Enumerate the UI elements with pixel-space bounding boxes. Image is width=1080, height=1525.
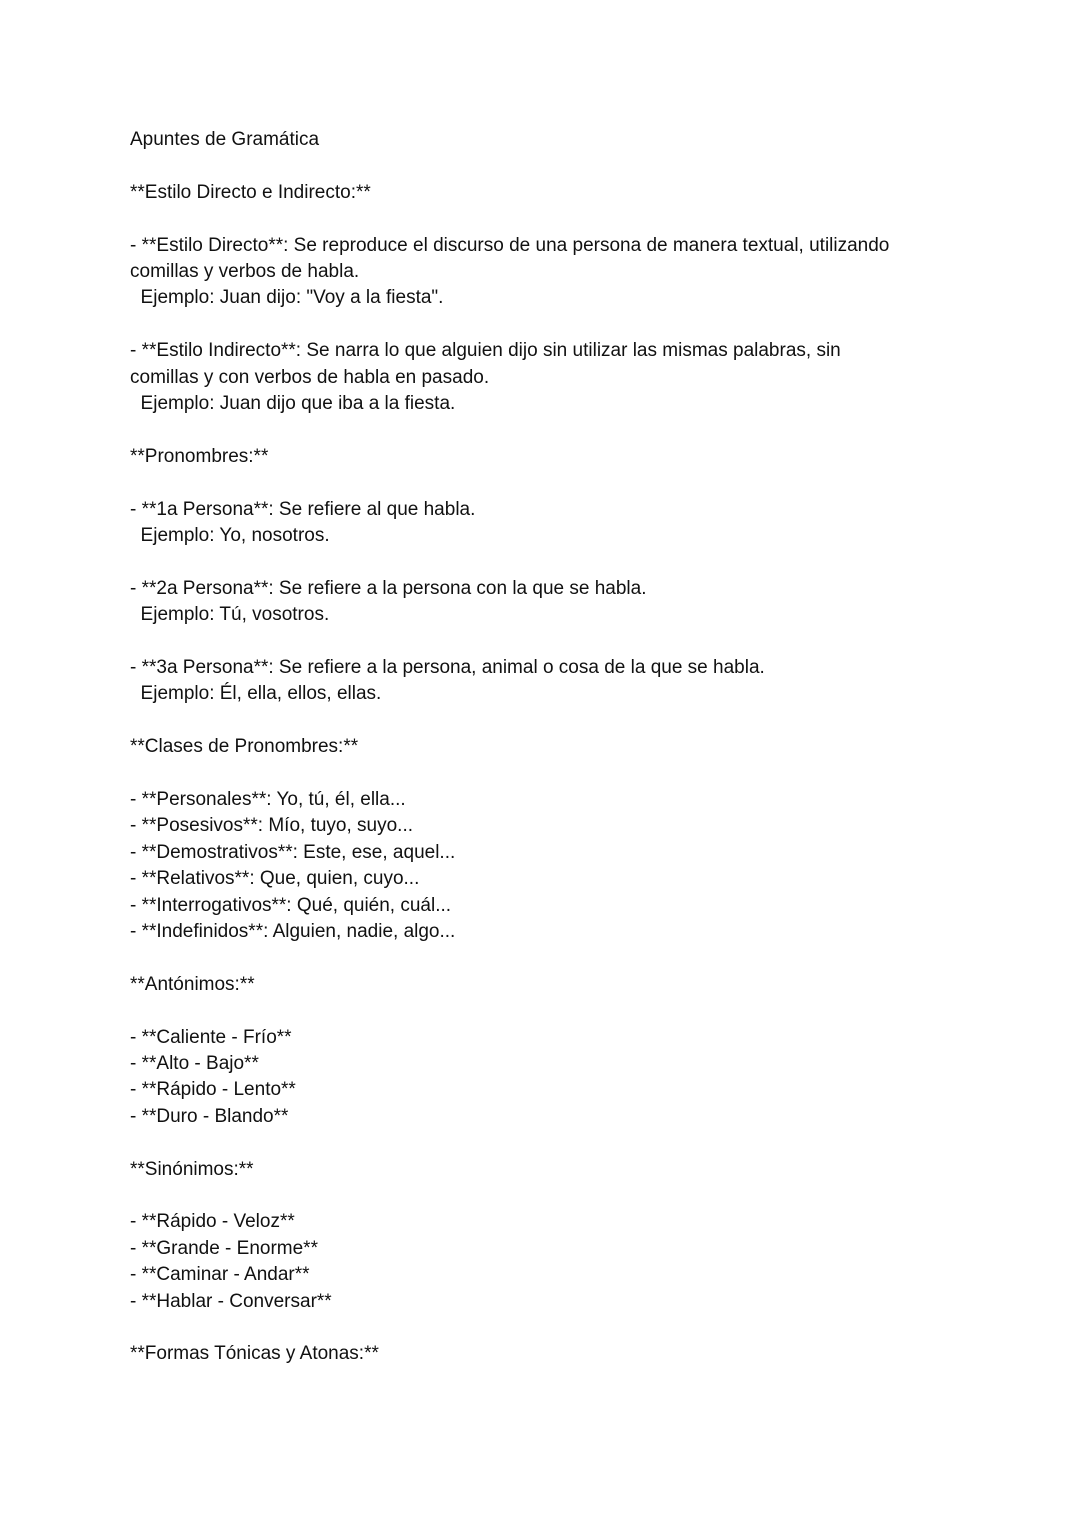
- text-line: - **3a Persona**: Se refiere a la persona, animal o cosa de la que se habla.: [130, 657, 765, 679]
- blank-line: [130, 1315, 950, 1341]
- blank-line: [130, 470, 950, 496]
- text-line: **Pronombres:**: [130, 445, 269, 467]
- blank-line: [130, 1130, 950, 1156]
- document-page: [130, 127, 950, 1368]
- text-line: Ejemplo: Juan dijo que iba a la fiesta.: [130, 393, 456, 415]
- text-line: **Estilo Directo e Indirecto:**: [130, 181, 371, 203]
- text-line: - **1a Persona**: Se refiere al que habla.: [130, 498, 476, 520]
- blank-line: [130, 417, 950, 443]
- text-line: - **Rápido - Lento**: [130, 1079, 296, 1101]
- text-line: - **2a Persona**: Se refiere a la persona con la que se habla.: [130, 577, 647, 599]
- text-line: - **Posesivos**: Mío, tuyo, suyo...: [130, 815, 414, 837]
- blank-line: [130, 1183, 950, 1209]
- text-line: Ejemplo: Juan dijo: "Voy a la fiesta".: [130, 287, 444, 309]
- text-line: **Sinónimos:**: [130, 1158, 254, 1180]
- document-title: Apuntes de Gramática: [130, 129, 320, 150]
- text-line: - **Grande - Enorme**: [130, 1237, 318, 1259]
- blank-line: [130, 945, 950, 971]
- blank-line: [130, 153, 950, 179]
- text-line: **Formas Tónicas y Atonas:**: [130, 1343, 379, 1365]
- blank-line: [130, 206, 950, 232]
- text-line: comillas y con verbos de habla en pasado.: [130, 366, 490, 388]
- text-line: **Clases de Pronombres:**: [130, 736, 359, 758]
- text-line: comillas y verbos de habla.: [130, 261, 360, 282]
- text-line: Ejemplo: Tú, vosotros.: [130, 604, 330, 626]
- text-line: - **Indefinidos**: Alguien, nadie, algo...: [130, 921, 456, 943]
- blank-line: [130, 761, 950, 787]
- blank-line: [130, 998, 950, 1024]
- text-line: - **Rápido - Veloz**: [130, 1211, 295, 1233]
- text-line: - **Estilo Indirecto**: Se narra lo que alguien dijo sin utilizar las mismas palabras, sin: [130, 340, 841, 362]
- text-line: - **Hablar - Conversar**: [130, 1290, 332, 1312]
- text-line: - **Caliente - Frío**: [130, 1026, 292, 1048]
- blank-line: [130, 312, 950, 338]
- blank-line: [130, 629, 950, 655]
- text-line: - **Estilo Directo**: Se reproduce el discurso de una persona de manera textual, utilizando: [130, 234, 890, 256]
- text-line: - **Alto - Bajo**: [130, 1053, 259, 1075]
- text-line: - **Demostrativos**: Este, ese, aquel...: [130, 841, 456, 863]
- document-body: [130, 180, 950, 1368]
- text-line: Ejemplo: Él, ella, ellos, ellas.: [130, 683, 382, 705]
- text-line: **Antónimos:**: [130, 973, 255, 995]
- blank-line: [130, 549, 950, 575]
- text-line: Ejemplo: Yo, nosotros.: [130, 525, 330, 547]
- text-line: - **Caminar - Andar**: [130, 1264, 310, 1286]
- text-line: - **Duro - Blando**: [130, 1105, 289, 1127]
- text-line: - **Interrogativos**: Qué, quién, cuál...: [130, 894, 452, 916]
- text-line: - **Relativos**: Que, quien, cuyo...: [130, 868, 420, 890]
- text-line: - **Personales**: Yo, tú, él, ella...: [130, 789, 406, 811]
- blank-line: [130, 708, 950, 734]
